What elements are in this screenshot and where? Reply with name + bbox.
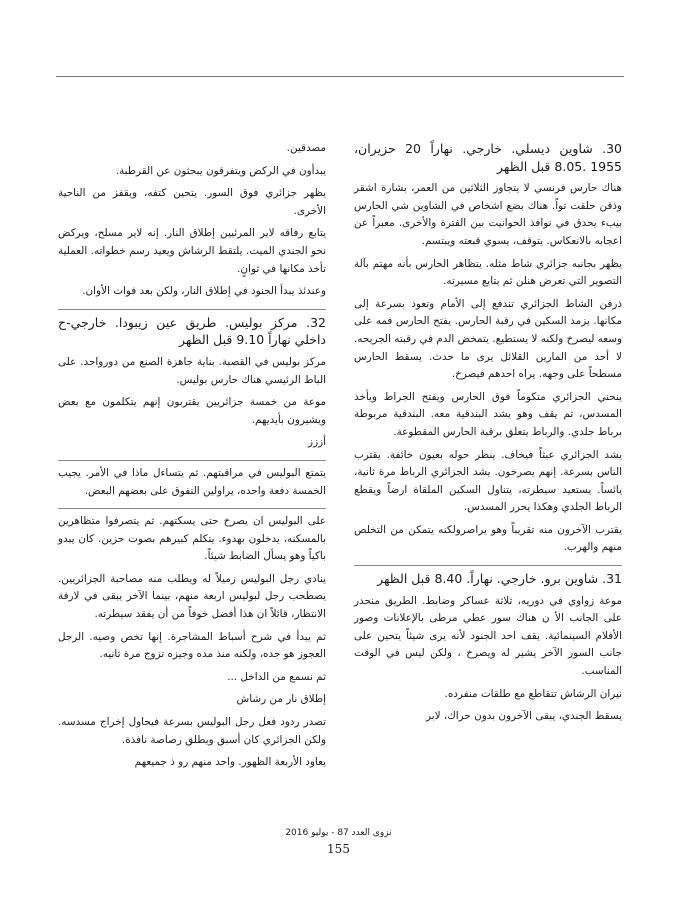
paragraph: مصدقين.: [286, 142, 326, 154]
footer-issue-line: نزوى العدد 87 - يوليو 2016: [285, 828, 392, 838]
paragraph: يبدأون في الركض ويتفرقون يبحثون عن القرطبة.: [115, 164, 326, 177]
paragraph: يقترب الآخرون منه تقريباً وهو يراصرولكنه يتمكن من التخلص منهم والهرب.: [354, 523, 622, 554]
paragraph: موعة زواوي في دوريه، ثلاثة عساكر وضابط. الطريق منحدر على الجانب الأ ن هناك سور عطي مرطى بالإعلانات وصور الأفلام السينمائية. يقف احد الجنود لأنه يرى شيئاً يتحين على جانب السور الآخر يشير له ويصرخ ، ولكن ليس في الوقت المناسب.: [354, 594, 622, 678]
paragraph: مركز بوليس في القصبة. بناية جاهزة الصنع من دورواحد. على الباط الرئيسي هناك حارس بوليس.: [58, 355, 326, 386]
paragraph: ثم نسمع من الداخل ...: [227, 670, 326, 683]
paragraph: يعاود الأربعة الظهور. واحد منهم رو ذ جميعهم: [134, 756, 326, 769]
paragraph: ذرفن الشاط الجزائري تندفع إلى الأمام وتعود بسرعة إلى مكانها. يزمد السكين في رقبة الحارس. يفتح الحارس فمه على وسعه ليصرخ ولكنه لا يستطيع. يتمخض الدم في رقبته الجريحه. لا أحد من المارين القلائل يرى ما حدث. يسقط الحارس مسطحاً على وجهه. يراه احدهم فيصرخ.: [354, 297, 622, 381]
paragraph: نيران الرشاش تتقاطع مع طلقات منفرده.: [444, 687, 622, 700]
paragraph: ينحني الجزائري متكوماً فوق الحارس ويفتح الجراط ويأخذ المسدس، ثم يقف وهو يشد البندقية معه. البندقية مربوطة برباط جلدي. والرباط يتعلق برقبة الحارس المقطوعة.: [354, 390, 622, 438]
paragraph: يتمتع البوليس في مراقبتهم. ثم يتساءل ماذا في الأمر. يجيب الخمسة دفعة واحده، يراولين التفوق على بعضهم البعض.: [58, 460, 326, 500]
paragraph: يظهر بجانبه جزائري شاط مثله. يتظاهر الحارس بأنه مهتم بآلة التصوير التي تعرض هنلن ثم يتابع مسيرته.: [354, 257, 622, 288]
header-rule: [56, 76, 624, 77]
right-column: [354, 140, 622, 731]
paragraph: تصدر ردود فعل رجل البوليس بسرعة فيحاول إخراج مسدسه. ولكن الجزائري كان أسبق ويطلق رصاصة نافذة.: [58, 716, 326, 746]
paragraph: ثم يبدأ في شرح أسباط المشاجرة. إنها تخص وصيه. الرجل العجوز هو جده، ولكنه منذ مده وجيزه تزوج مرة ثانيه.: [58, 630, 326, 661]
paragraph: إطلاق نار من رشاش: [236, 693, 326, 706]
paragraph: على البوليس ان يصرخ حتى يسكتهم. ثم يتصرفوا متظاهرين بالمسكنه، يدخلون بهدوء. يتكلم كبيرهم بصوت حزين. كان يبدو باكياً وهو يسأل الضابط شيئاً.: [58, 508, 326, 566]
paragraph: ينادي رجل البوليس زميلاً له ويطلب منه مصاحبة الجزائريين. يصطحب رجل لبوليس اربعة منهم، بينما الآخر يبقى في لارفة الانتظار، قائلاً ان هذا أفضل خوفاً من أن يفقد سيطرته.: [58, 572, 326, 621]
left-column: [58, 140, 326, 777]
scene-31-heading: 31. شاوين برو. خارجي. نهاراً. 8.40 قبل الظهر: [354, 565, 622, 588]
scene-32-heading: 32. مركز بوليس. طريق عين زيبودا. خارجي-ح داخلي نهاراً 9.10 قبل الظهر: [58, 309, 326, 349]
paragraph: موعة من خمسة جزائريين يقتربون إنهم يتكلمون مع بعض ويشيرون بأيديهم.: [58, 396, 326, 426]
page-number: 155: [327, 842, 350, 856]
scene-30-heading: 30. شاوين ديسلي. خارجي. نهاراً 20 حزيران، 1955 .8.05 قبل الظهر: [354, 141, 622, 174]
paragraph: أززز: [308, 436, 326, 449]
paragraph: يظهر جزائري فوق السور. يتحين كتفه، ويقفز من الناحية الأخرى.: [58, 187, 326, 217]
paragraph: هناك حارس فرنسي لا يتجاوز الثلاثين من العمر، بشارة اشقر وذقن حلقت تواً. هناك بضع اشخاص في الشاوين شي الحارس بيبء يحدق في نوافذ الحوانيت بين الفترة والأخرى. معبراً عن اعجابه بالانعكاس. يتوقف، يسوي قبعته ويبتسم.: [354, 182, 622, 247]
paragraph: يشد الجزائري عبثاً فيخاف. ينظر حوله بعيون خائفة. يقترب الناس بسرعة. إنهم يصرخون. يشد الجزائري الرباط مرة ثانية، يائساً. يستعيد سيطرته، يتناول السكين الملقاة ارضاً ويقطع الرباط الجلدي وهكذا يحرر المسدس.: [354, 448, 622, 514]
paragraph: يتابع رفاقه لاير المرئيين إطلاق النار. إنه لاير مسلح، ويركض نحو الجندي الميت. يلتقط الرشاش ويعيد رسم خطواته. العملية تأخذ مكانها في ثوانٍ.: [58, 227, 326, 275]
paragraph: يسقط الجندي، يبقى الآخرون بدون حراك، لابر: [425, 710, 622, 723]
paragraph: وعندئذ يبدأ الجنود في إطلاق النار، ولكن بعد فوات الأوان.: [82, 285, 326, 298]
